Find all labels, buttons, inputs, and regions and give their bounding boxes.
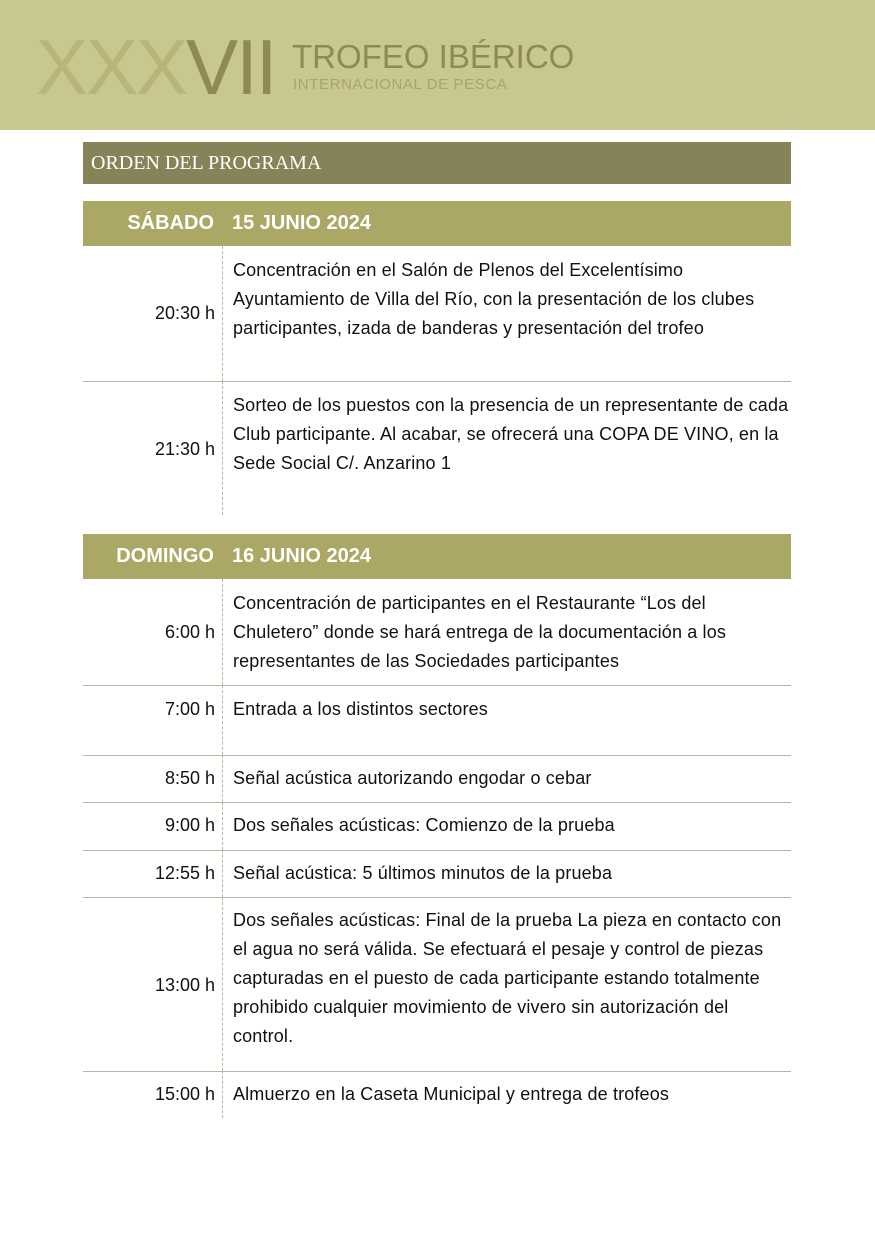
column-divider <box>222 246 223 381</box>
header-banner <box>0 0 875 130</box>
section-title: ORDEN DEL PROGRAMA <box>83 142 791 184</box>
schedule-row <box>83 1071 791 1118</box>
column-divider <box>222 850 223 897</box>
roman-numeral-xxx: XXX <box>36 23 187 111</box>
event-description: Señal acústica: 5 últimos minutos de la prueba <box>233 863 613 883</box>
schedule-row <box>83 802 791 851</box>
event-time: 8:50 h <box>164 768 215 788</box>
day-date: 15 JUNIO 2024 <box>232 212 371 234</box>
column-divider <box>222 755 223 802</box>
event-description: Sorteo de los puestos con la presencia de un representante de cada Club participante. Al acabar, se ofrecerá una COPA DE VINO, en la Sede Social C/. Anzarino 1 <box>233 395 789 473</box>
day-date: 16 JUNIO 2024 <box>232 545 371 567</box>
trophy-title: TROFEO IBÉRICO <box>292 38 575 75</box>
day-name: DOMINGO <box>116 545 214 567</box>
column-divider <box>222 1071 223 1118</box>
edition-roman-numeral <box>36 22 275 112</box>
schedule-row <box>83 897 791 1072</box>
schedule-row <box>83 850 791 898</box>
column-divider <box>222 579 223 685</box>
event-description: Concentración en el Salón de Plenos del Excelentísimo Ayuntamiento de Villa del Río, con la presentación de los clubes participantes, izada de banderas y presentación del trofeo <box>233 260 755 338</box>
column-divider <box>222 897 223 1071</box>
day-header-saturday <box>83 201 791 246</box>
column-divider <box>222 685 223 755</box>
event-time: 7:00 h <box>164 699 215 719</box>
event-time: 21:30 h <box>154 439 215 459</box>
schedule-row <box>83 246 791 382</box>
schedule-row <box>83 755 791 803</box>
column-divider <box>222 802 223 850</box>
day-name: SÁBADO <box>127 212 214 234</box>
event-description: Dos señales acústicas: Comienzo de la prueba <box>233 815 615 835</box>
roman-numeral-vii: VII <box>186 23 276 111</box>
event-time: 15:00 h <box>154 1084 215 1104</box>
schedule-row <box>83 685 791 756</box>
event-description: Dos señales acústicas: Final de la prueba La pieza en contacto con el agua no será válida. Se efectuará el pesaje y control de piezas capturadas en el puesto de cada participante estando totalmente prohibido cualquier movimiento de vivero sin autorización del control. <box>233 910 782 1046</box>
event-time: 12:55 h <box>154 863 215 883</box>
column-divider <box>222 381 223 515</box>
event-time: 9:00 h <box>164 815 215 835</box>
event-time: 6:00 h <box>164 622 215 642</box>
schedule-row <box>83 381 791 515</box>
schedule-row <box>83 579 791 686</box>
event-description: Concentración de participantes en el Restaurante “Los del Chuletero” donde se hará entrega de la documentación a los representantes de las Sociedades participantes <box>233 593 727 671</box>
trophy-subtitle: INTERNACIONAL DE PESCA <box>293 76 508 93</box>
event-description: Señal acústica autorizando engodar o cebar <box>233 768 592 788</box>
event-description: Almuerzo en la Caseta Municipal y entrega de trofeos <box>233 1084 670 1104</box>
day-header-sunday <box>83 534 791 579</box>
event-time: 13:00 h <box>154 975 215 995</box>
event-time: 20:30 h <box>154 303 215 323</box>
event-description: Entrada a los distintos sectores <box>233 699 488 719</box>
